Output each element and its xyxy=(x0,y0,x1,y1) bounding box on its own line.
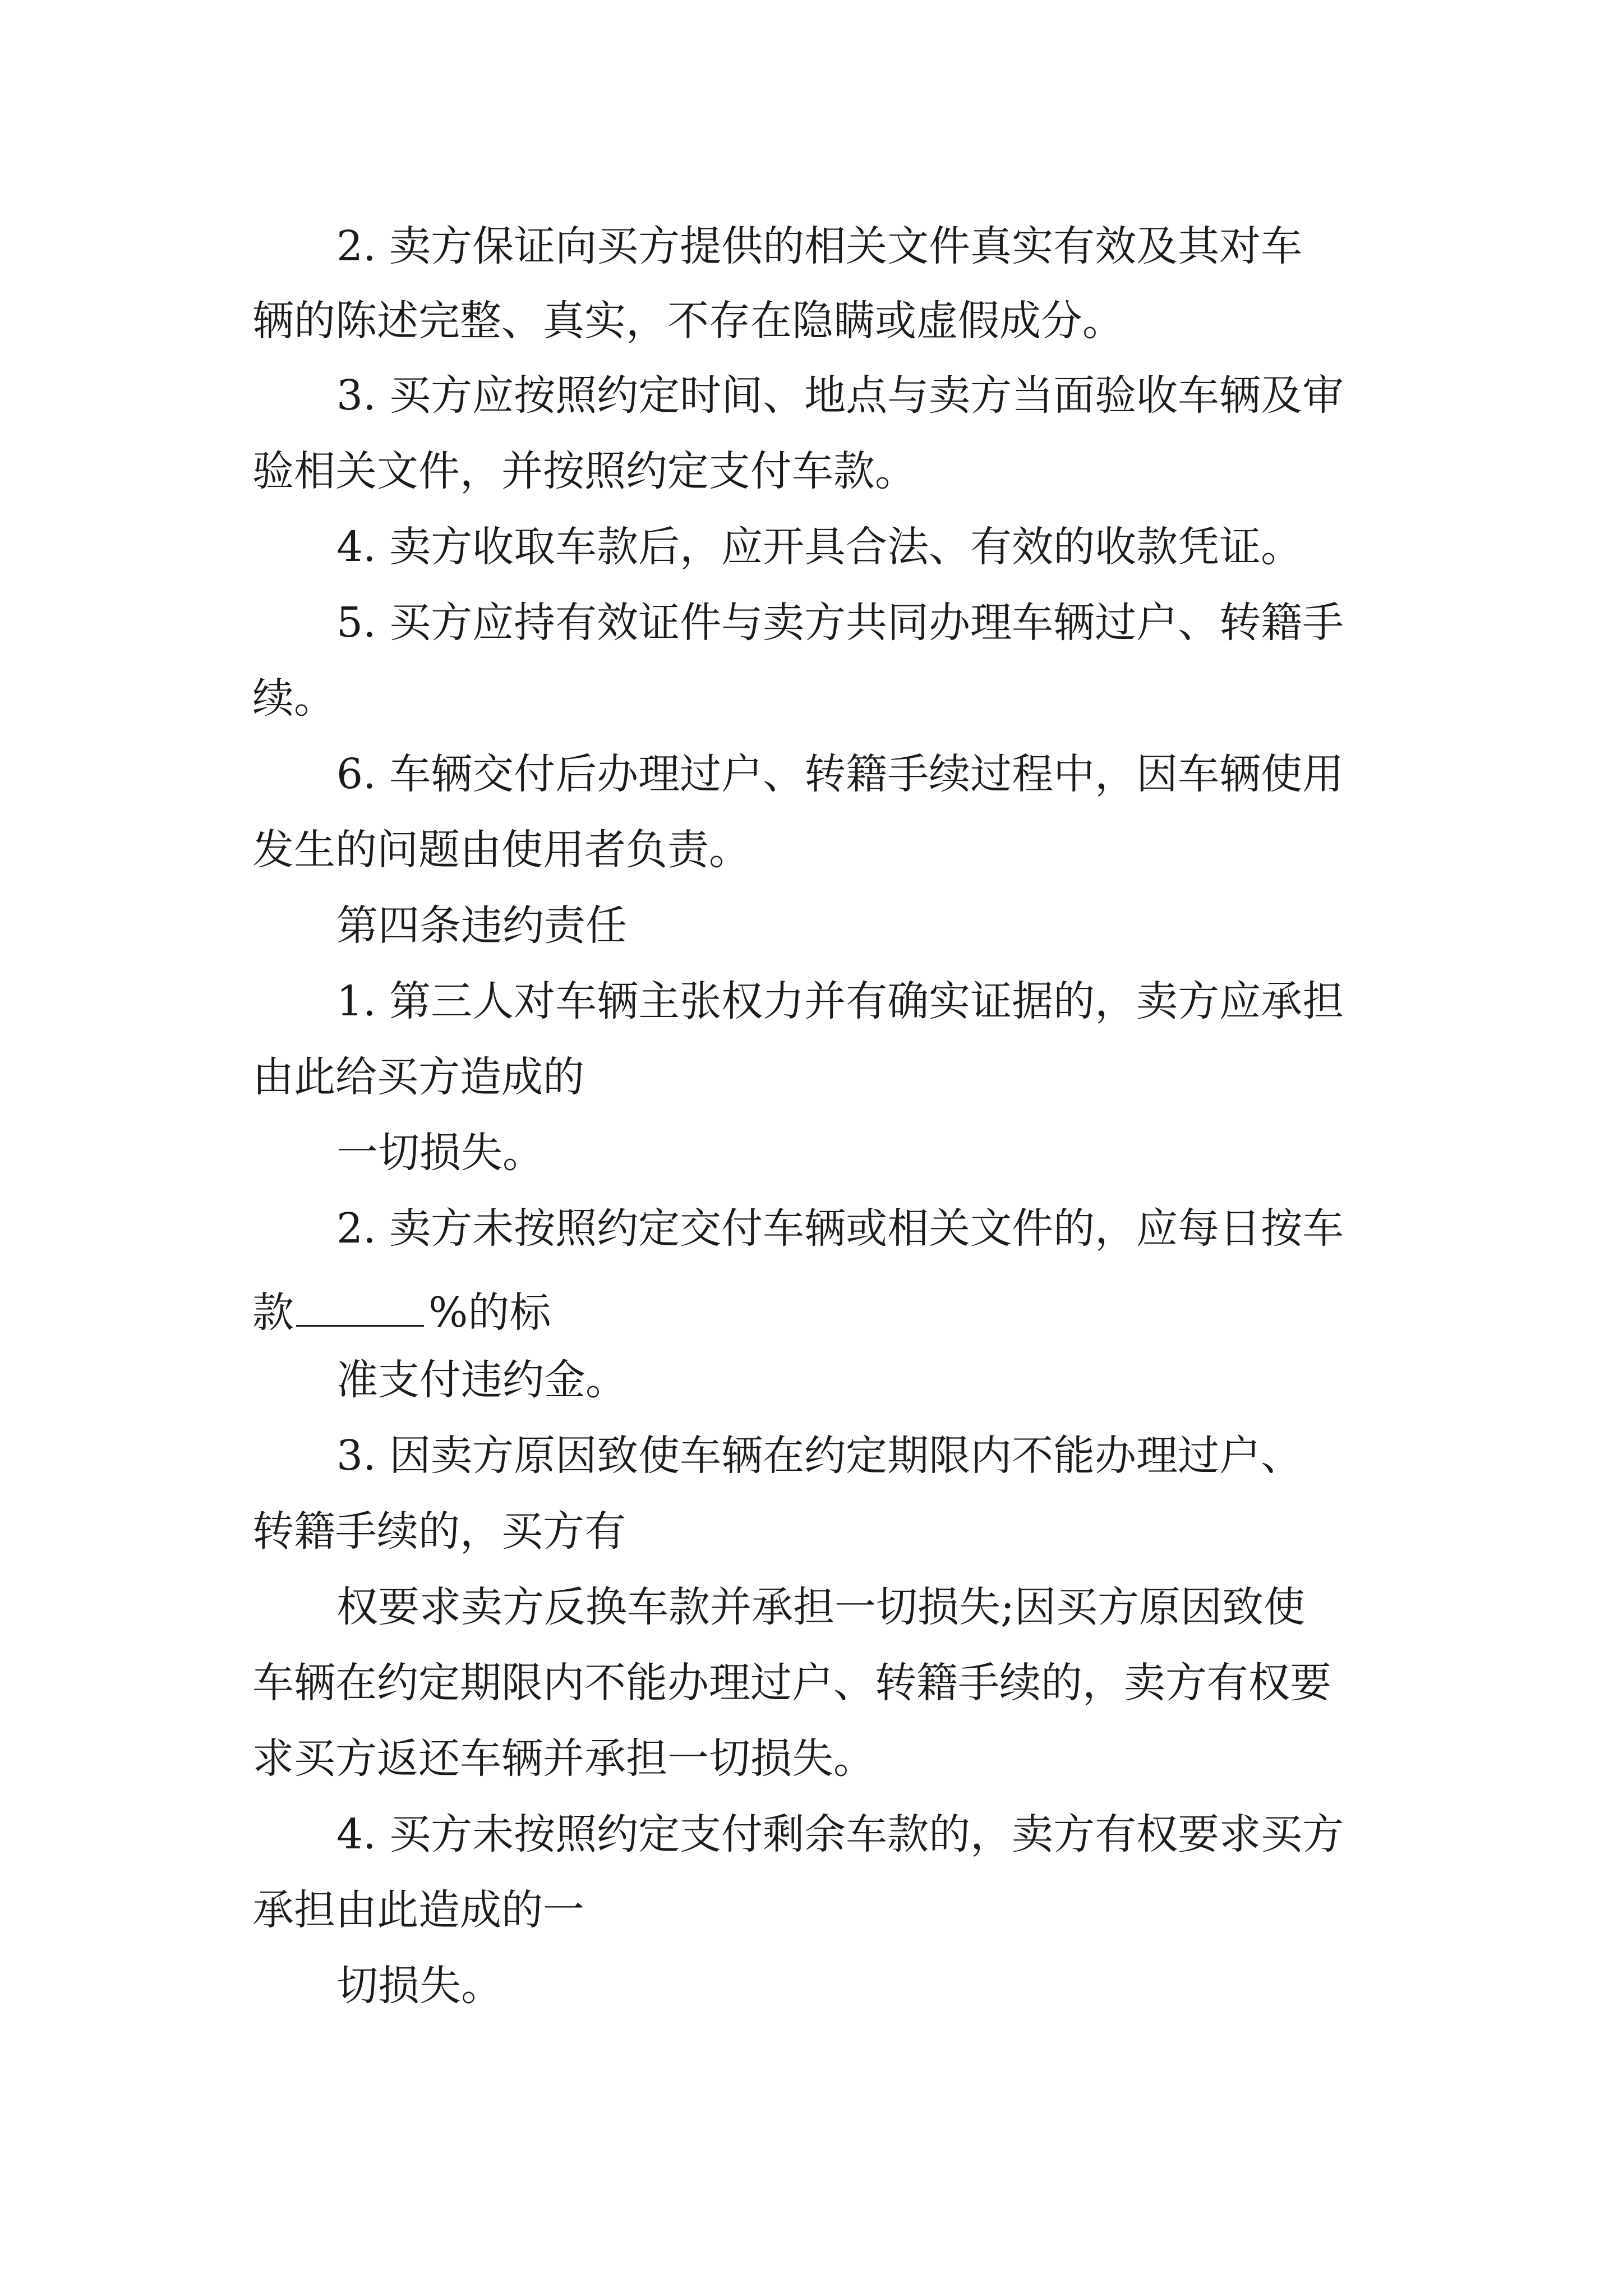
clause-3-item-3-line-1: 3. 买方应按照约定时间、地点与卖方当面验收车辆及审 xyxy=(336,371,1344,420)
clause-3-item-5-line-2: 续。 xyxy=(252,674,335,723)
clause-4-item-3-line-4: 车辆在约定期限内不能办理过户、转籍手续的，卖方有权要 xyxy=(252,1659,1331,1707)
clause-4-item-3-line-3: 权要求卖方反换车款并承担一切损失;因买方原因致使 xyxy=(336,1583,1305,1631)
clause-4-item-3-line-2: 转籍手续的，买方有 xyxy=(252,1507,626,1556)
clause-3-item-4: 4. 卖方收取车款后，应开具合法、有效的收款凭证。 xyxy=(336,523,1303,571)
clause-4-item-1-line-1: 1. 第三人对车辆主张权力并有确实证据的，卖方应承担 xyxy=(336,977,1344,1025)
clause-4-item-4-line-3: 切损失。 xyxy=(336,1962,502,2010)
clause-3-item-6-line-1: 6. 车辆交付后办理过户、转籍手续过程中，因车辆使用 xyxy=(336,750,1344,798)
clause-3-item-3-line-2: 验相关文件，并按照约定支付车款。 xyxy=(252,447,916,495)
clause-4-item-3-line-5: 求买方返还车辆并承担一切损失。 xyxy=(252,1734,875,1783)
clause-4-item-1-line-2: 由此给买方造成的 xyxy=(252,1053,584,1101)
penalty-rate-prefix: 款 xyxy=(252,1289,294,1337)
clause-4-heading: 第四条违约责任 xyxy=(336,901,627,950)
clause-3-item-2-line-1: 2. 卖方保证向买方提供的相关文件真实有效及其对车 xyxy=(336,222,1303,270)
clause-4-item-2-line-2 xyxy=(252,1283,551,1337)
clause-4-item-4-line-1: 4. 买方未按照约定支付剩余车款的，卖方有权要求买方 xyxy=(336,1810,1344,1858)
clause-3-item-2-line-2: 辆的陈述完整、真实，不存在隐瞒或虚假成分。 xyxy=(252,297,1124,345)
clause-4-item-4-line-2: 承担由此造成的一 xyxy=(252,1886,584,1934)
clause-4-item-2-line-3: 准支付违约金。 xyxy=(336,1356,627,1404)
clause-3-item-5-line-1: 5. 买方应持有效证件与卖方共同办理车辆过户、转籍手 xyxy=(336,599,1344,647)
clause-3-item-6-line-2: 发生的问题由使用者负责。 xyxy=(252,826,750,874)
clause-4-item-3-line-1: 3. 因卖方原因致使车辆在约定期限内不能办理过户、 xyxy=(336,1432,1303,1480)
penalty-rate-suffix: %的标 xyxy=(428,1289,551,1337)
clause-4-item-1-line-3: 一切损失。 xyxy=(336,1129,544,1177)
penalty-rate-blank xyxy=(296,1283,424,1327)
clause-4-item-2-line-1: 2. 卖方未按照约定交付车辆或相关文件的，应每日按车 xyxy=(336,1204,1344,1253)
